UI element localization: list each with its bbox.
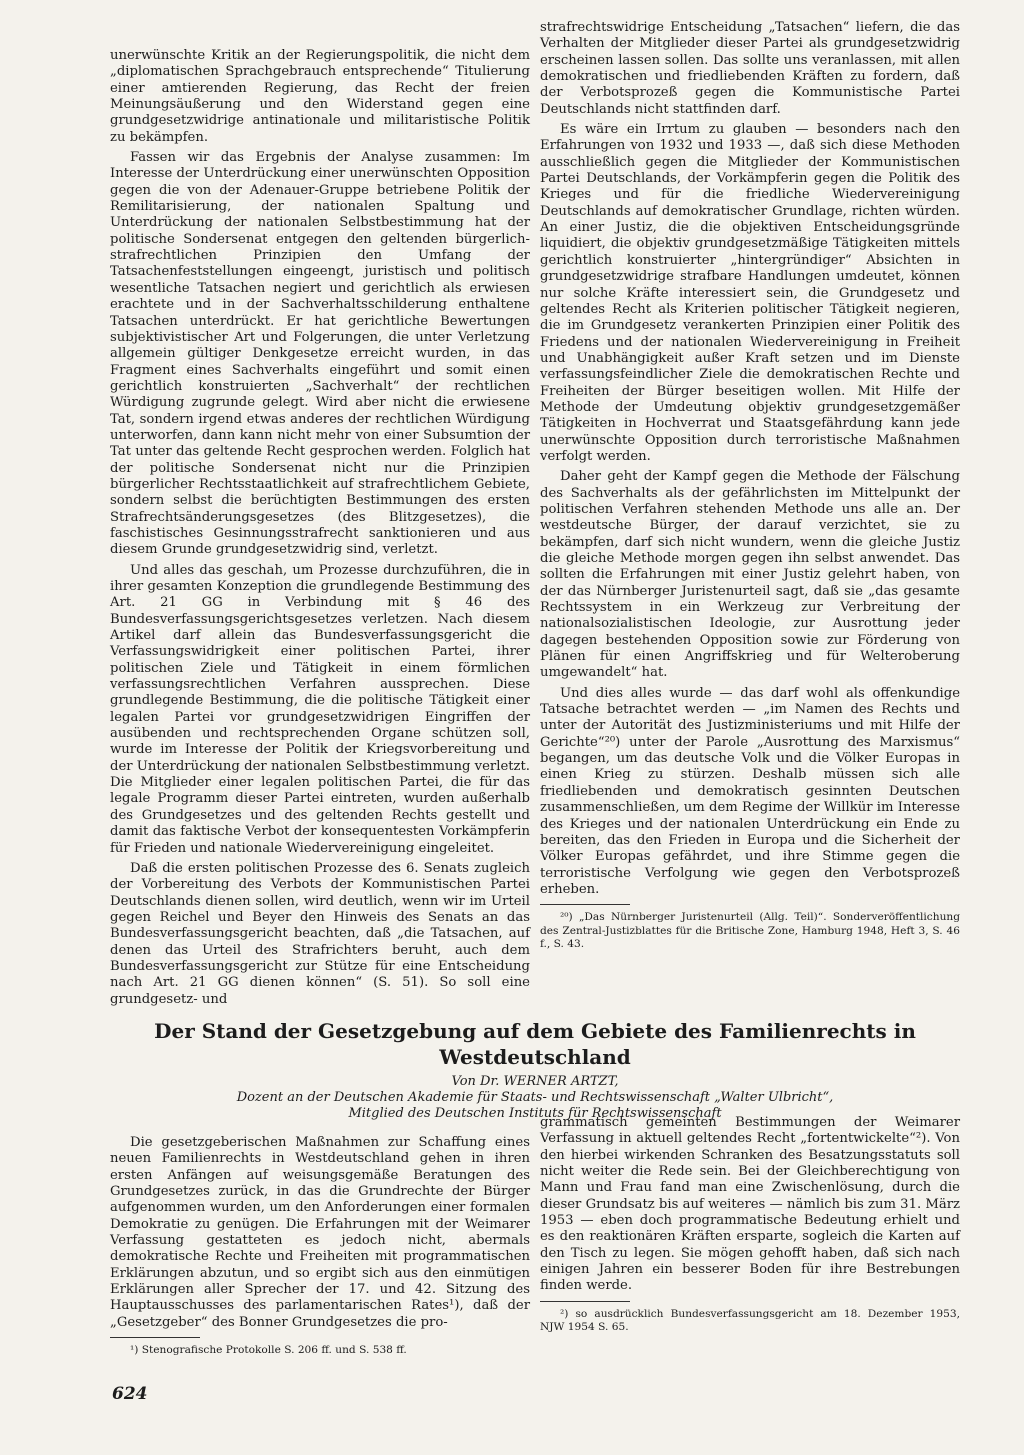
footnote-2: ²) so ausdrücklich Bundesverfassungsgericht am 18. Dezember 1953, NJW 1954 S. 65. xyxy=(540,1307,960,1334)
column-top-right xyxy=(540,20,960,956)
article-title: Der Stand der Gesetzgebung auf dem Gebiete des Familienrechts in Westdeutschland xyxy=(154,1019,916,1069)
paragraph: Es wäre ein Irrtum zu glauben — besonders nach den Erfahrungen von 1932 und 1933 —, daß sich diese Methoden ausschließlich gegen die Mitglieder der Kommunistischen Partei Deutschlands, der Vorkämpferin gegen die Politik des Krieges und für die friedliche Wiedervereinigung Deutschlands auf demokratischer Grundlage, richten würden. An einer Justiz, die die objektiven Entscheidungsgründe liquidiert, die objektiv grundgesetzmäßige Tätigkeiten mittels gerichtlich konstruierter „hintergründiger“ Absichten in grundgesetzwidrige strafbare Handlungen umdeutet, können nur solche Kräfte interessiert sein, die Grundgesetz und geltendes Recht als Kriterien politischer Tätigkeit negieren, die im Grundgesetz verankerten Prinzipien einer Politik des Friedens und der nationalen Wiedervereinigung in Freiheit und Unabhängigkeit außer Kraft setzen und im Dienste verfassungsfeindlicher Ziele die demokratischen Rechte und Freiheiten der Bürger beseitigen wollen. Mit Hilfe der Methode der Umdeutung objektiv grundgesetzgemäßer Tätigkeiten in Hochverrat und Staatsgefährdung kann jede unerwünschte Opposition durch terroristische Maßnahmen verfolgt werden. xyxy=(540,122,960,464)
page-number: 624 xyxy=(112,1384,148,1404)
paragraph: strafrechtswidrige Entscheidung „Tatsachen“ liefern, die das Verhalten der Mitglieder dieser Partei als grundgesetzwidrig erscheinen lassen sollen. Das sollte uns veranlassen, mit allen demokratischen und friedliebenden Kräften zu fordern, daß der Verbotsprozeß gegen die Kommunistische Partei Deutschlands nicht stattfinden darf. xyxy=(540,20,960,117)
footnote-1: ¹) Stenografische Protokolle S. 206 ff. und S. 538 ff. xyxy=(130,1344,407,1357)
paragraph: Daß die ersten politischen Prozesse des 6. Senats zugleich der Vorbereitung des Verbots der Kommunistischen Partei Deutschlands dienen sollen, wird deutlich, wenn wir im Urteil gegen Reichel und Beyer den Hinweis des Senats an das Bundesverfassungsgericht beachten, daß „die Tatsachen, auf denen das Urteil des Strafrichters beruht, auch dem Bundesverfassungsgericht zur Stütze für eine Entscheidung nach Art. 21 GG dienen können“ (S. 51). So soll eine grundgesetz- und xyxy=(110,860,530,1007)
paragraph: Und dies alles wurde — das darf wohl als offenkundige Tatsache betrachtet werden — „im Namen des Rechts und unter der Autorität des Justizministeriums und mit Hilfe der Gerichte“²⁰) unter der Parole „Ausrottung des Marxismus“ begangen, um das deutsche Volk und die Völker Europas in einen Krieg zu stürzen. Deshalb müssen sich alle friedliebenden und demokratisch gesinnten Deutschen zusammenschließen, um dem Regime der Willkür im Interesse des Krieges und der nationalen Unterdrückung ein Ende zu bereiten, das den Frieden in Europa und die Sicherheit der Völker Europas gefährdet, und ihre Stimme gegen die terroristische Verfolgung wie gegen den Verbotsprozeß erheben. xyxy=(540,685,960,897)
footnote-divider xyxy=(540,1301,630,1302)
paragraph: Daher geht der Kampf gegen die Methode der Fälschung des Sachverhalts als der gefährlichsten im Mittelpunkt der politischen Verfahren stehenden Methode uns alle an. Der westdeutsche Bürger, der darauf verzichtet, sie zu bekämpfen, darf sich nicht wundern, wenn die gleiche Justiz die gleiche Methode morgen gegen ihn selbst anwendet. Das sollten die Erfahrungen mit einer Justiz gelehrt haben, von der das Nürnberger Juristenurteil sagt, daß sie „das gesamte Rechtssystem in ein Werkzeug zur Verbreitung der nationalsozialistischen Ideologie, zur Ausrottung jeder dagegen bestehenden Opposition sowie zur Förderung von Plänen für einen Angriffskrieg und für Welteroberung umgewandelt“ hat. xyxy=(540,469,960,681)
footnote-divider xyxy=(110,1337,200,1338)
column-top-left xyxy=(110,48,530,1012)
footnote-divider xyxy=(540,904,630,905)
paragraph: Fassen wir das Ergebnis der Analyse zusammen: Im Interesse der Unterdrückung einer unerwünschten Opposition gegen die von der Adenauer-Gruppe betriebene Politik der Remilitarisierung, der nationalen Spaltung und Unterdrückung der nationalen Selbstbestimmung hat der politische Sondersenat entgegen den geltenden bürgerlich-strafrechtlichen Prinzipien den Umfang der Tatsachenfeststellungen eingeengt, juristisch und politisch wesentliche Tatsachen negiert und gerichtlich als erwiesen erachtete und in der Sachverhaltsschilderung enthaltene Tatsachen unterdrückt. Er hat gerichtliche Bewertungen subjektivistischer Art und Folgerungen, die unter Verletzung allgemein gültiger Denkgesetze erreicht wurden, in das Fragment eines Sachverhalts eingeführt und somit einen gerichtlich konstruierten „Sachverhalt“ der rechtlichen Würdigung zugrunde gelegt. Wird aber nicht die erwiesene Tat, sondern irgend etwas anderes der rechtlichen Würdigung unterworfen, dann kann nicht mehr von einer Subsumtion der Tat unter das geltende Recht gesprochen werden. Folglich hat der politische Sondersenat nicht nur die Prinzipien bürgerlicher Rechtsstaatlichkeit auf strafrechtlichem Gebiete, sondern selbst die berüchtigten Bestimmungen des ersten Strafrechtsänderungsgesetzes (des Blitzgesetzes), die faschistisches Gesinnungsstrafrecht sanktionieren und aus diesem Grunde grundgesetzwidrig sind, verletzt. xyxy=(110,150,530,558)
column-bottom-left xyxy=(110,1135,530,1362)
footnote-20: ²⁰) „Das Nürnberger Juristenurteil (Allg. Teil)“. Sonderveröffentlichung des Zentral-Justizblattes für die Britische Zone, Hamburg 1948, Heft 3, S. 46 f., S. 43. xyxy=(540,911,960,951)
paragraph: unerwünschte Kritik an der Regierungspolitik, die nicht dem „diplomatischen Sprachgebrauch entsprechende“ Titulierung einer amtierenden Regierung, das Recht der freien Meinungsäußerung und den Widerstand gegen eine grundgesetzwidrige antinationale und militaristische Politik zu bekämpfen. xyxy=(110,48,530,145)
paragraph: Die gesetzgeberischen Maßnahmen zur Schaffung eines neuen Familienrechts in Westdeutschland gehen in ihren ersten Anfängen auf weisungsgemäße Beratungen des Grundgesetzes zurück, in das die Grundrechte der Bürger aufgenommen wurden, um den Anforderungen einer formalen Demokratie zu genügen. Die Erfahrungen mit der Weimarer Verfassung gestatteten es jedoch nicht, abermals demokratische Rechte und Freiheiten mit programmatischen Erklärungen abzutun, und so ergibt sich aus den einmütigen Erklärungen aller Sprecher der 17. und 42. Sitzung des Hauptausschusses des parlamentarischen Rates¹), daß der „Gesetzgeber“ des Bonner Grundgesetzes die pro- xyxy=(110,1135,530,1330)
paragraph: Und alles das geschah, um Prozesse durchzuführen, die in ihrer gesamten Konzeption die grundlegende Bestimmung des Art. 21 GG in Verbindung mit § 46 des Bundesverfassungsgerichtsgesetzes verletzen. Nach diesem Artikel darf allein das Bundesverfassungsgericht die Verfassungswidrigkeit einer politischen Partei, ihrer politischen Ziele und Tätigkeit in einem förmlichen verfassungsrechtlichen Verfahren aussprechen. Diese grundlegende Bestimmung, die die politische Tätigkeit einer legalen Partei vor grundgesetzwidrigen Eingriffen der ausübenden und rechtsprechenden Organe schützen soll, wurde im Interesse der Politik der Kriegsvorbereitung und der Unterdrückung der nationalen Selbstbestimmung verletzt. Die Mitglieder einer legalen politischen Partei, die für das legale Programm dieser Partei eintreten, wurden außerhalb des Grundgesetzes und des geltenden Rechts gestellt und damit das faktische Verbot der konsequentesten Vorkämpferin für Frieden und nationale Wiedervereinigung eingeleitet. xyxy=(110,562,530,856)
column-bottom-right xyxy=(540,1115,960,1339)
paragraph: grammatisch gemeinten Bestimmungen der Weimarer Verfassung in aktuell geltendes Recht „fortentwickelte“²). Von den hierbei wirkenden Schranken des Besatzungsstatuts soll nicht weiter die Rede sein. Bei der Gleichberechtigung von Mann und Frau fand man eine Zwischenlösung, durch die dieser Grundsatz bis auf weiteres — nämlich bis zum 31. März 1953 — eben doch programmatische Bedeutung erhielt und es den reaktionären Kräften ersparte, sogleich die Karten auf den Tisch zu legen. Sie mögen gehofft haben, daß sich nach einigen Jahren ein besserer Boden für ihre Bestrebungen finden werde. xyxy=(540,1115,960,1294)
byline-position: Dozent an der Deutschen Akademie für Staats- und Rechtswissenschaft „Walter Ulbricht“, xyxy=(236,1090,834,1105)
byline-author: Von Dr. WERNER ARTZT, xyxy=(451,1074,619,1089)
byline-membership: Mitglied des Deutschen Instituts für Rechtswissenschaft xyxy=(348,1106,722,1121)
